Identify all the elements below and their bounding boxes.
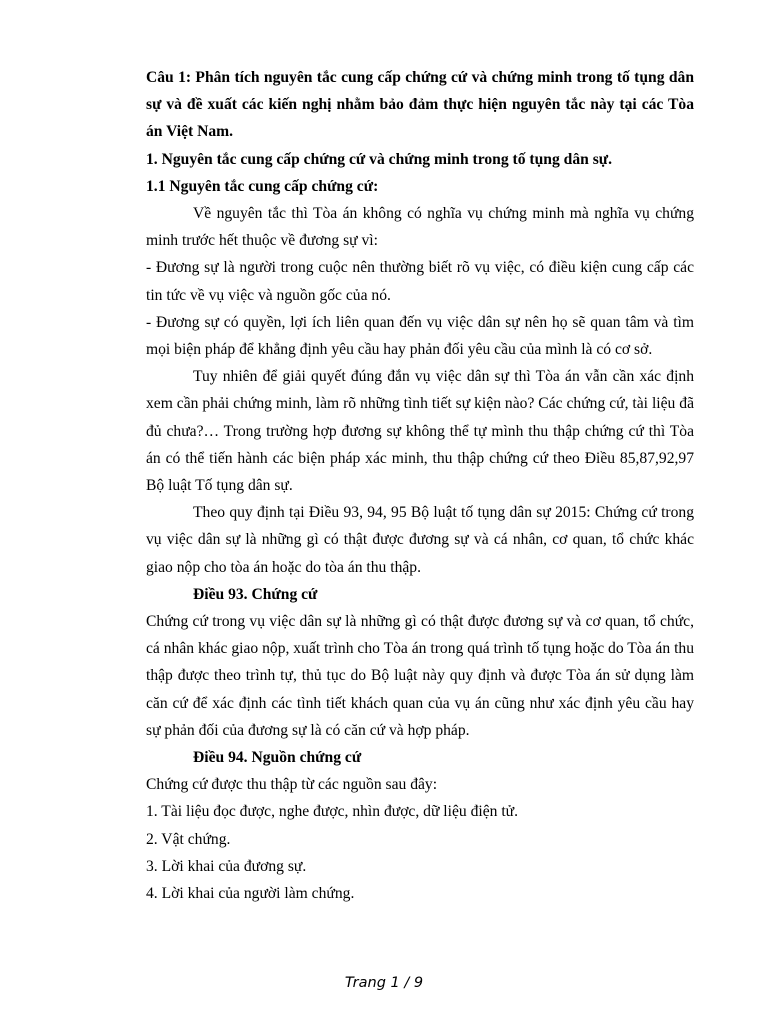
article-93-text: Chứng cứ trong vụ việc dân sự là những gì có thật được đương sự và cơ quan, tổ chức, cá nhân khác giao nộp, xuất trình cho Tòa án trong quá trình tố tụng hoặc do Tòa án thu thập được theo trình tự, thủ tục do Bộ luật này quy định và được Tòa án sử dụng làm căn cứ để xác định các tình tiết khách quan của vụ án cũng như xác định yêu cầu hay sự phản đối của đương sự là có căn cứ và hợp pháp. <box>146 613 694 739</box>
article-93-heading: Điều 93. Chứng cứ <box>193 585 318 603</box>
article-94-heading: Điều 94. Nguồn chứng cứ <box>193 749 362 767</box>
section-heading-1: 1. Nguyên tắc cung cấp chứng cứ và chứng minh trong tố tụng dân sự. <box>146 150 613 168</box>
document-body <box>146 64 694 907</box>
paragraph-legal-basis: Theo quy định tại Điều 93, 94, 95 Bộ luật tố tụng dân sự 2015: Chứng cứ trong vụ việc dân sự là những gì có thật được đương sự và cá nhân, cơ quan, tổ chức khác giao nộp cho tòa án hoặc do tòa án thu thập. <box>146 504 694 576</box>
list-item: 1. Tài liệu đọc được, nghe được, nhìn được, dữ liệu điện tử. <box>146 803 519 821</box>
page-number-footer: Trang 1 / 9 <box>344 975 424 991</box>
bullet-item: - Đương sự có quyền, lợi ích liên quan đến vụ việc dân sự nên họ sẽ quan tâm và tìm mọi biện pháp để khẳng định yêu cầu hay phản đối yêu cầu của mình là có cơ sở. <box>146 313 694 359</box>
bullet-item: - Đương sự là người trong cuộc nên thường biết rõ vụ việc, có điều kiện cung cấp các tin tức về vụ việc và nguồn gốc của nó. <box>146 259 694 304</box>
article-94-intro: Chứng cứ được thu thập từ các nguồn sau đây: <box>146 776 438 794</box>
list-item: 3. Lời khai của đương sự. <box>146 857 307 875</box>
question-heading: Câu 1: Phân tích nguyên tắc cung cấp chứng cứ và chứng minh trong tố tụng dân sự và đề xuất các kiến nghị nhằm bảo đảm thực hiện nguyên tắc này tại các Tòa án Việt Nam. <box>146 69 694 141</box>
section-heading-1-1: 1.1 Nguyên tắc cung cấp chứng cứ: <box>146 177 379 195</box>
list-item: 2. Vật chứng. <box>146 830 231 848</box>
paragraph-intro: Về nguyên tắc thì Tòa án không có nghĩa vụ chứng minh mà nghĩa vụ chứng minh trước hết thuộc về đương sự vì: <box>146 205 694 250</box>
paragraph-court-role: Tuy nhiên để giải quyết đúng đắn vụ việc dân sự thì Tòa án vẫn cần xác định xem cần phải chứng minh, làm rõ những tình tiết sự kiện nào? Các chứng cứ, tài liệu đã đủ chưa?… Trong trường hợp đương sự không thể tự mình thu thập chứng cứ thì Tòa án có thể tiến hành các biện pháp xác minh, thu thập chứng cứ theo Điều 85,87,92,97 Bộ luật Tố tụng dân sự. <box>146 368 694 495</box>
list-item: 4. Lời khai của người làm chứng. <box>146 885 355 903</box>
